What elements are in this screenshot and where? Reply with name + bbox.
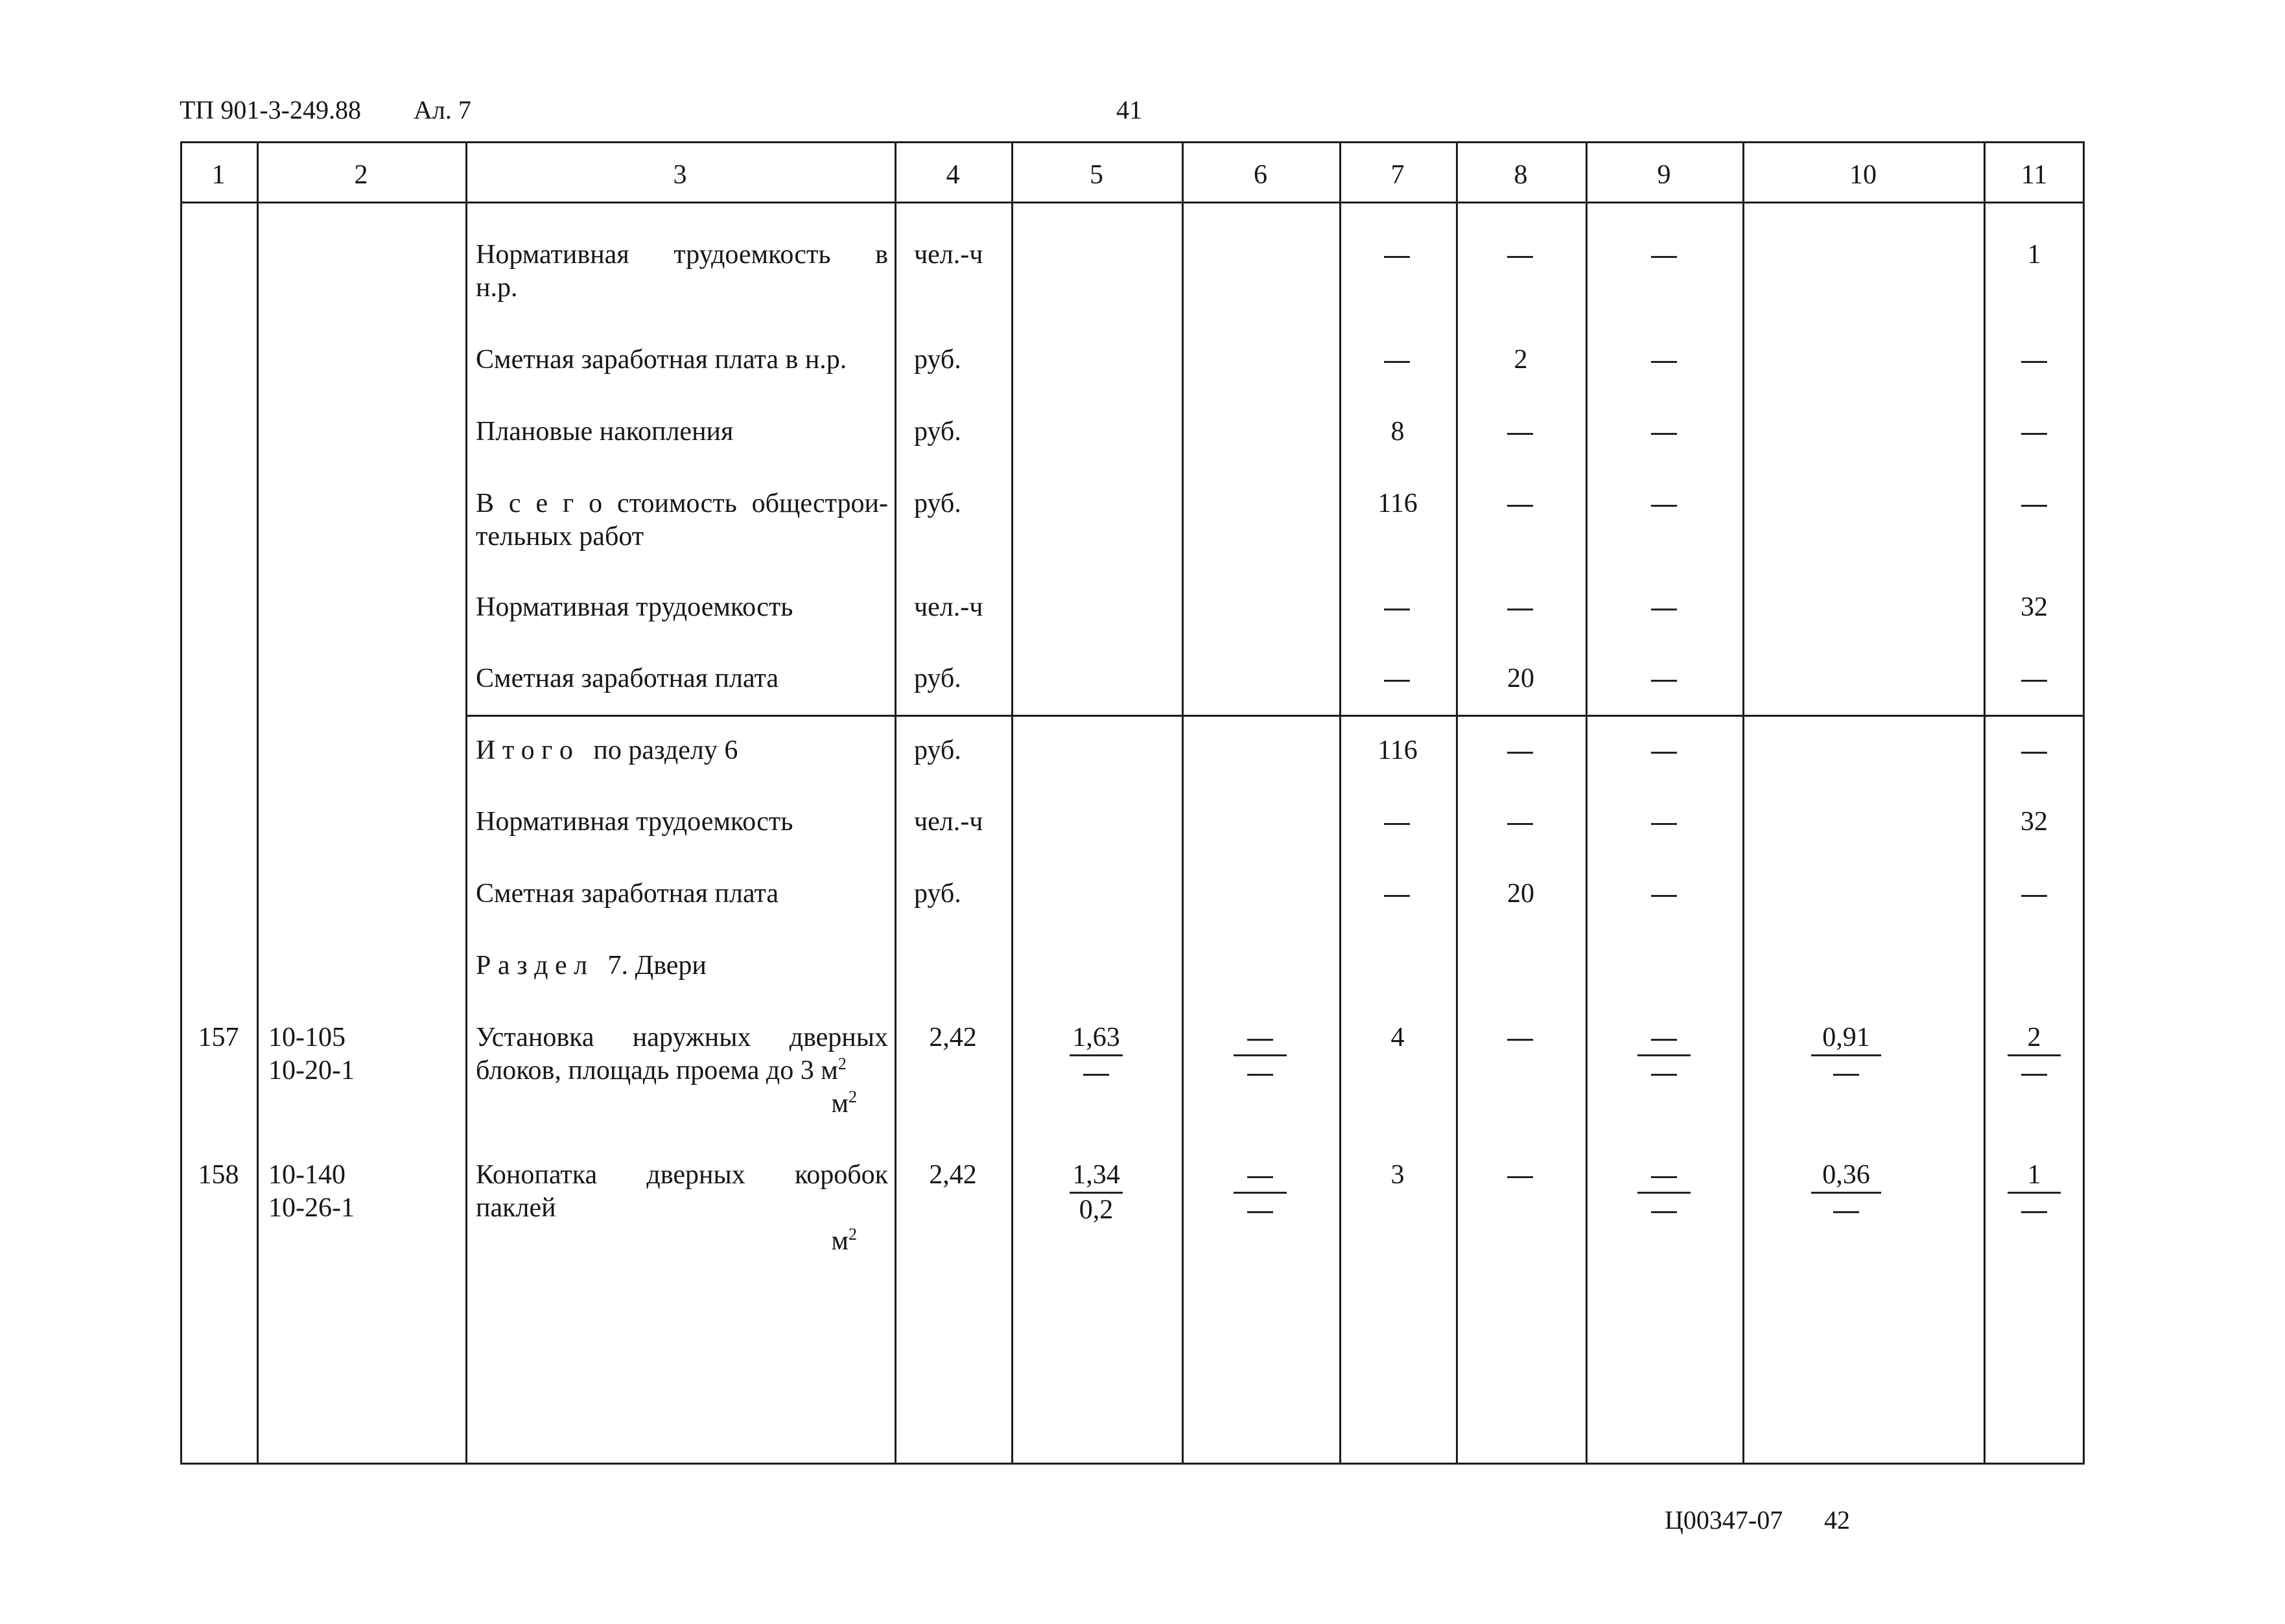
row-unit: руб. bbox=[914, 736, 961, 765]
row-unit: руб. bbox=[914, 345, 961, 375]
document-code: ТП 901-3-249.88 bbox=[180, 95, 361, 124]
column-header-9: 9 bbox=[1657, 160, 1671, 190]
row-unit: чел.-ч bbox=[914, 807, 983, 837]
column-header-2: 2 bbox=[354, 160, 368, 190]
section-title: Р а з д е л 7. Двери bbox=[476, 951, 707, 980]
cell-value: 8 bbox=[1390, 417, 1405, 447]
cell-value: 20 bbox=[1507, 664, 1534, 693]
empty-dash bbox=[1384, 895, 1410, 897]
fraction-cell: 1 bbox=[2008, 1159, 2061, 1227]
fraction-cell: 2 bbox=[2008, 1021, 2061, 1089]
cell-value: 1 bbox=[2027, 240, 2041, 270]
cell-value: 4 bbox=[1390, 1023, 1405, 1052]
row-name: Сметная заработная плата bbox=[476, 664, 779, 693]
row-unit: руб. bbox=[914, 489, 961, 518]
fraction-cell bbox=[1234, 1159, 1287, 1227]
fraction-cell: 1,63 bbox=[1070, 1021, 1123, 1089]
cell-value: 3 bbox=[1390, 1160, 1405, 1190]
empty-dash bbox=[2021, 680, 2047, 682]
fraction-cell: 0,91 bbox=[1811, 1021, 1881, 1089]
row-name: В с е г о стоимость общестрои- тельных работ bbox=[476, 489, 888, 551]
empty-dash bbox=[1651, 433, 1677, 435]
column-header-3: 3 bbox=[673, 160, 687, 190]
item-number: 158 bbox=[198, 1160, 239, 1190]
row-name: Сметная заработная плата bbox=[476, 879, 779, 909]
fraction-cell: 1,34 0,2 bbox=[1070, 1159, 1123, 1227]
column-header-4: 4 bbox=[946, 160, 960, 190]
row-unit: чел.-ч bbox=[914, 592, 983, 622]
empty-dash bbox=[1651, 895, 1677, 897]
page-number: 41 bbox=[1116, 95, 1142, 124]
cell-value: 116 bbox=[1377, 736, 1418, 765]
column-header-11: 11 bbox=[2021, 160, 2048, 190]
row-name: Нормативная трудоемкость bbox=[476, 592, 793, 622]
row-unit: руб. bbox=[914, 879, 961, 909]
item-code: 10-140 10-26-1 bbox=[268, 1160, 355, 1223]
fraction-cell bbox=[1637, 1159, 1691, 1227]
empty-dash bbox=[1384, 680, 1410, 682]
cell-value: 116 bbox=[1377, 489, 1418, 518]
empty-dash bbox=[1651, 752, 1677, 754]
row-name: И т о г о по разделу 6 bbox=[476, 736, 738, 765]
empty-dash bbox=[1384, 361, 1410, 363]
column-header-5: 5 bbox=[1090, 160, 1103, 190]
empty-dash bbox=[1384, 609, 1410, 610]
column-header-6: 6 bbox=[1254, 160, 1267, 190]
empty-dash bbox=[1651, 361, 1677, 363]
empty-dash bbox=[1507, 433, 1533, 435]
empty-dash bbox=[1507, 752, 1533, 754]
row-unit: руб. bbox=[914, 417, 961, 447]
row-name: Нормативная трудоемкость bbox=[476, 807, 793, 837]
footer-code: Ц00347-07 bbox=[1665, 1505, 1783, 1535]
row-name: Нормативная трудоемкость в н.р. bbox=[476, 240, 888, 303]
row-name: Установка наружных дверных блоков, площадь проема до 3 $м^2$ $м^2$ bbox=[476, 1023, 888, 1119]
empty-dash bbox=[1651, 823, 1677, 825]
fraction-cell: 0,36 bbox=[1811, 1159, 1881, 1227]
empty-dash bbox=[1651, 680, 1677, 682]
empty-dash bbox=[2021, 505, 2047, 507]
fraction-cell bbox=[1234, 1021, 1287, 1089]
column-header-10: 10 bbox=[1849, 160, 1877, 190]
empty-dash bbox=[1507, 823, 1533, 825]
cell-value: 20 bbox=[1507, 879, 1534, 909]
empty-dash bbox=[2021, 895, 2047, 897]
empty-dash bbox=[1651, 609, 1677, 610]
fraction-cell bbox=[1637, 1021, 1691, 1089]
row-name: Плановые накопления bbox=[476, 417, 734, 447]
column-header-1: 1 bbox=[211, 160, 226, 190]
quantity: 2,42 bbox=[929, 1160, 977, 1190]
row-name: Конопатка дверных коробок паклей $м^2$ bbox=[476, 1160, 888, 1256]
row-unit: руб. bbox=[914, 664, 961, 693]
empty-dash bbox=[1507, 609, 1533, 610]
empty-dash bbox=[2021, 433, 2047, 435]
column-header-7: 7 bbox=[1390, 160, 1405, 190]
quantity: 2,42 bbox=[929, 1023, 977, 1052]
empty-dash bbox=[1651, 256, 1677, 258]
column-header-8: 8 bbox=[1514, 160, 1528, 190]
empty-dash bbox=[1507, 256, 1533, 258]
footer-page-number: 42 bbox=[1824, 1505, 1850, 1535]
empty-dash bbox=[1507, 1176, 1533, 1178]
empty-dash bbox=[2021, 361, 2047, 363]
cell-value: 32 bbox=[2021, 807, 2048, 837]
empty-dash bbox=[1651, 505, 1677, 507]
empty-dash bbox=[1507, 1039, 1533, 1041]
item-code: 10-105 10-20-1 bbox=[268, 1023, 355, 1085]
album-label: Ал. 7 bbox=[414, 95, 471, 124]
row-unit: чел.-ч bbox=[914, 240, 983, 270]
cell-value: 2 bbox=[1514, 345, 1528, 375]
empty-dash bbox=[1507, 505, 1533, 507]
cell-value: 32 bbox=[2021, 592, 2048, 622]
item-number: 157 bbox=[198, 1023, 239, 1052]
row-name: Сметная заработная плата в н.р. bbox=[476, 345, 847, 375]
empty-dash bbox=[1384, 256, 1410, 258]
empty-dash bbox=[1384, 823, 1410, 825]
empty-dash bbox=[2021, 752, 2047, 754]
